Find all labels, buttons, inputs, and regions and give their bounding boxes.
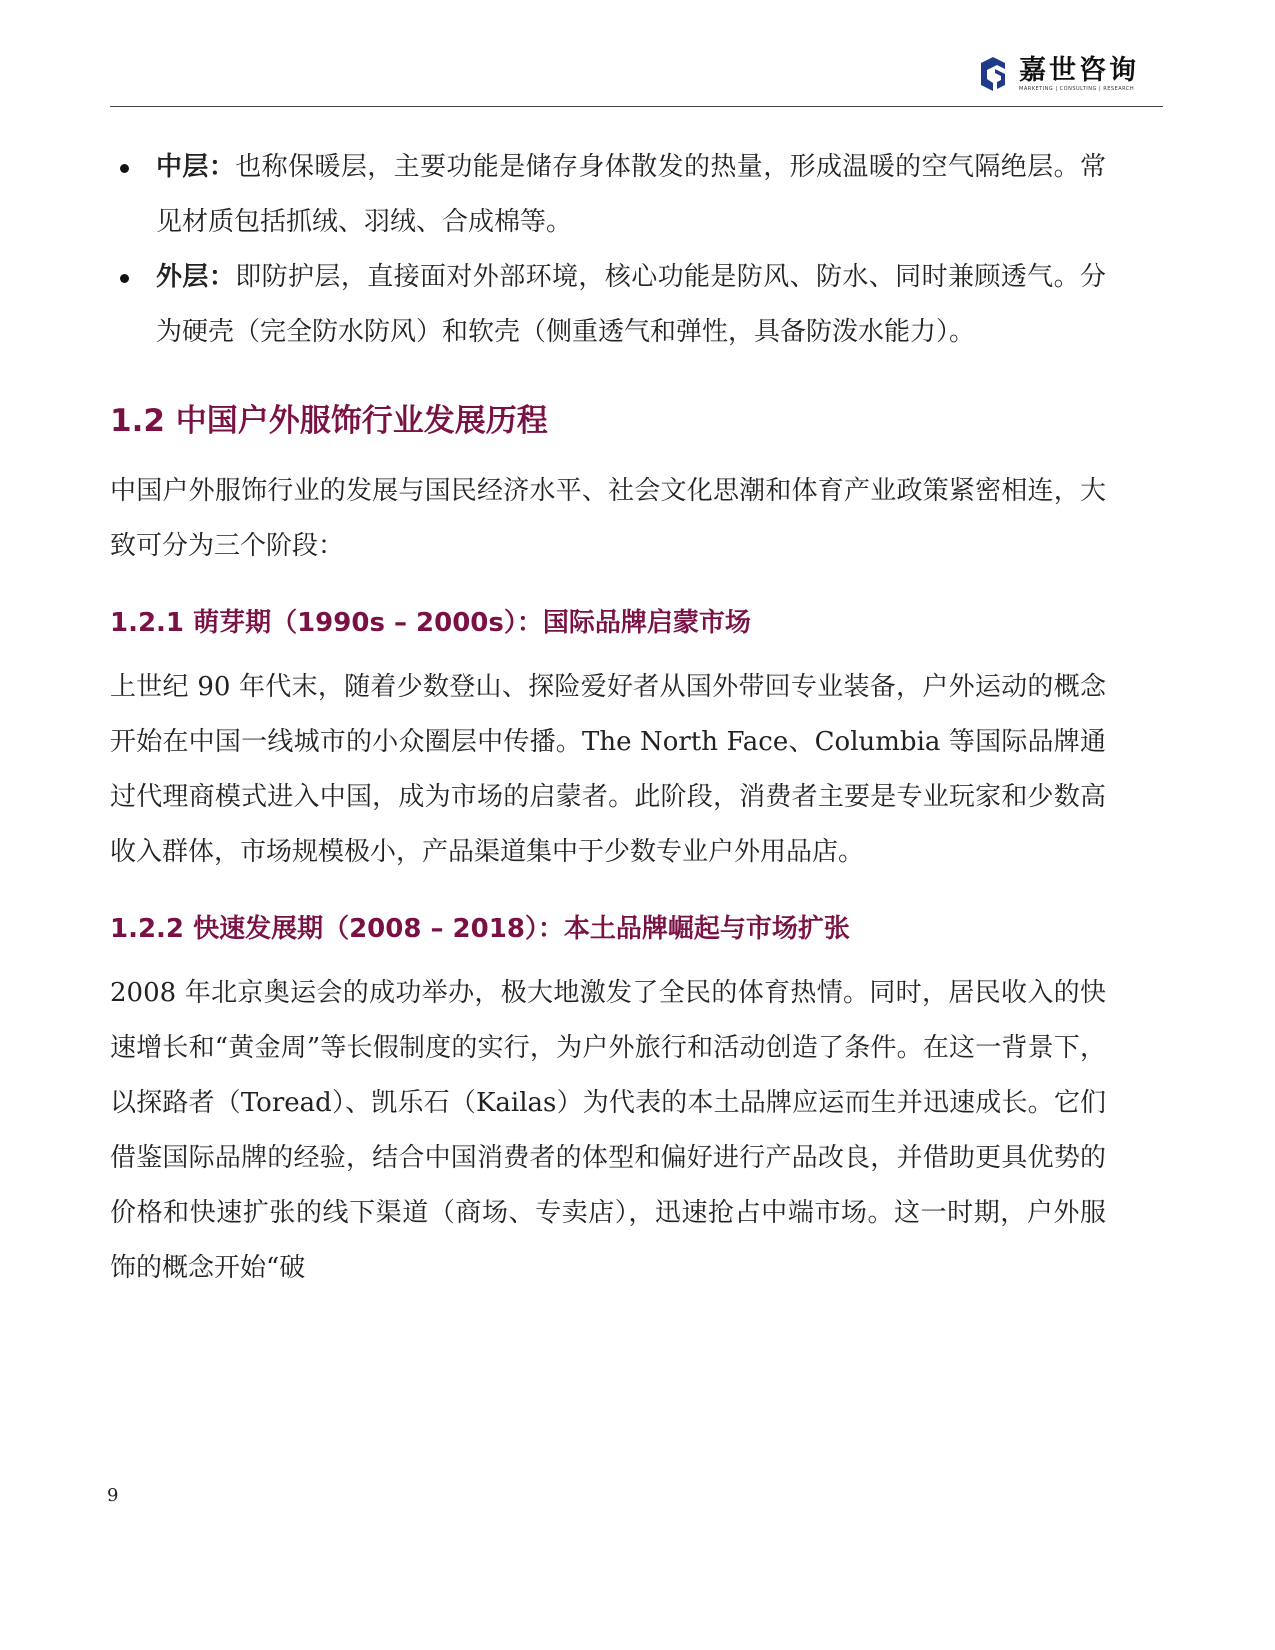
company-logo — [975, 55, 1139, 93]
logo-mark-icon — [975, 55, 1011, 93]
section-intro: 中国户外服饰行业的发展与国民经济水平、社会文化思潮和体育产业政策紧密相连，大致可分为三个阶段： — [110, 476, 1106, 561]
bullet-term: 中层 — [156, 152, 209, 182]
logo-name: 嘉世咨询 — [1019, 55, 1139, 86]
page-number: 9 — [107, 1485, 119, 1506]
subsection-heading-2: 1.2.2 快速发展期（2008 – 2018）：本土品牌崛起与市场扩张 — [110, 914, 850, 944]
bullet-text: 即防护层，直接面对外部环境，核心功能是防风、防水、同时兼顾透气。分为硬壳（完全防水防风）和软壳（侧重透气和弹性，具备防泼水能力）。 — [156, 262, 1106, 347]
logo-tagline: MARKETING | CONSULTING | RESEARCH — [1019, 86, 1135, 92]
section-heading: 1.2 中国户外服饰行业发展历程 — [110, 403, 548, 439]
bullet-text: 也称保暖层，主要功能是储存身体散发的热量，形成温暖的空气隔绝层。常见材质包括抓绒、羽绒、合成棉等。 — [156, 152, 1106, 237]
subsection-heading-1: 1.2.1 萌芽期（1990s – 2000s）：国际品牌启蒙市场 — [110, 608, 751, 638]
layer-bullet-list — [110, 140, 1106, 360]
bullet-item-middle-layer — [110, 140, 1106, 250]
subsection-text-1: 上世纪 90 年代末，随着少数登山、探险爱好者从国外带回专业装备，户外运动的概念开始在中国一线城市的小众圈层中传播。The North Face、Columbia 等国际品牌通过代理商模式进入中国，成为市场的启蒙者。此阶段，消费者主要是专业玩家和少数高收入群体，市场规模极小，产品渠道集中于少数专业户外用品店。 — [110, 672, 1106, 867]
bullet-sep: ： — [208, 152, 236, 182]
subsection-text-2: 2008 年北京奥运会的成功举办，极大地激发了全民的体育热情。同时，居民收入的快速增长和“黄金周”等长假制度的实行，为户外旅行和活动创造了条件。在这一背景下，以探路者（Toread）、凯乐石（Kailas）为代表的本土品牌应运而生并迅速成长。它们借鉴国际品牌的经验，结合中国消费者的体型和偏好进行产品改良，并借助更具优势的价格和快速扩张的线下渠道（商场、专卖店），迅速抢占中端市场。这一时期，户外服饰的概念开始“破 — [110, 978, 1106, 1283]
header-divider — [110, 106, 1163, 107]
bullet-term: 外层 — [156, 262, 209, 292]
bullet-item-outer-layer — [110, 250, 1106, 360]
bullet-sep: ： — [208, 262, 236, 292]
page-body — [110, 140, 1106, 1296]
